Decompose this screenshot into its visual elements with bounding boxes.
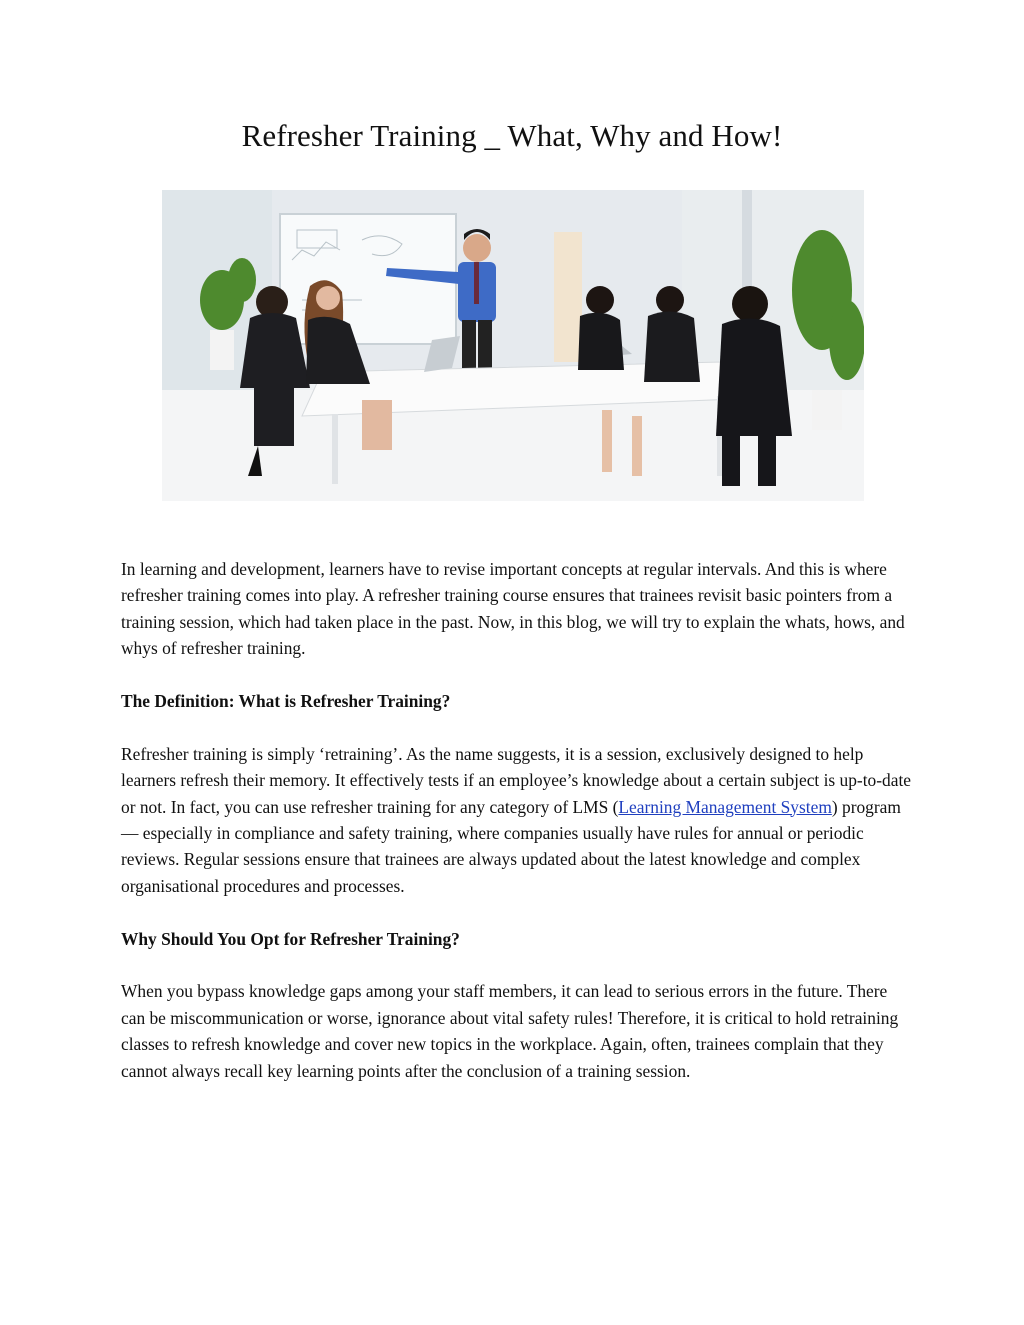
definition-heading: The Definition: What is Refresher Training? (121, 691, 451, 712)
definition-text-part1: Refresher training is simply ‘retraining’. As the name suggests, it is a session, exclusively designed to help learners refresh their memory. It effectively tests if an employee’s knowledge about a certain subject is up-to-date or not. In fact, you can use refresher training for any category of LMS ( (121, 743, 912, 817)
intro-paragraph: In learning and development, learners have to revise important concepts at regular intervals. And this is where refresher training comes into play. A refresher training course ensures that trainees revisit basic pointers from a training session, which had taken place in the past. Now, in this blog, we will try to explain the whats, hows, and whys of refresher training. (121, 559, 905, 659)
why-paragraph: When you bypass knowledge gaps among your staff members, it can lead to serious errors in the future. There can be miscommunication or worse, ignorance about vital safety rules! Therefore, it is critical to hold retraining classes to refresh knowledge and cover new topics in the workplace. Again, often, trainees complain that they cannot always recall key learning points after the conclusion of a training session. (121, 981, 899, 1081)
hero-image-training-meeting (162, 190, 864, 501)
page-title: Refresher Training _ What, Why and How! (241, 118, 783, 153)
lms-link[interactable]: Learning Management System (618, 796, 832, 817)
definition-text-part2: ) program — especially in compliance and safety training, where companies usually have rules for annual or periodic reviews. Regular sessions ensure that trainees are always updated about the latest knowledge and complex organisational procedures and processes. (121, 796, 901, 896)
definition-paragraph (121, 741, 911, 899)
why-heading: Why Should You Opt for Refresher Training? (121, 928, 460, 949)
article-body (121, 556, 911, 1110)
